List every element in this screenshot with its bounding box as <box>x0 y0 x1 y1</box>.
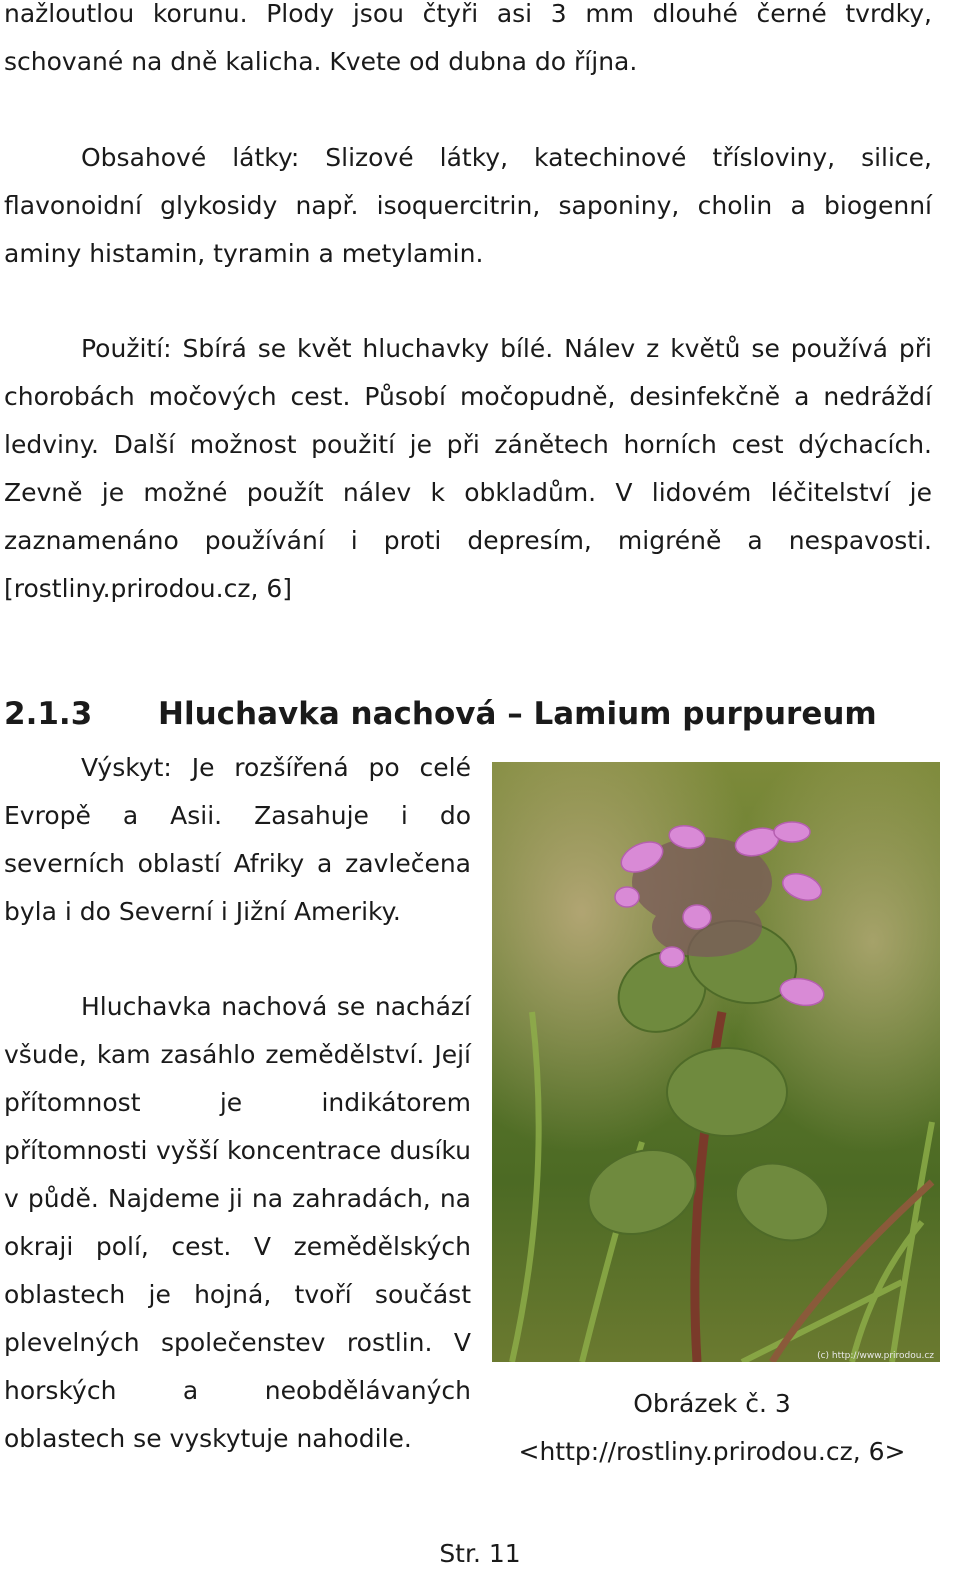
habitat-paragraph: Hluchavka nachová se nachází všude, kam zasáhlo zemědělství. Její přítomnost je indikátorem přítomnosti vyšší koncentrace dusíku v půdě. Najdeme ji na zahradách, na okraji polí, cest. V zemědělských oblastech je hojná, tvoří součást plevelných společenstev rostlin. V horských a neobdělávaných oblastech se vyskytuje nahodile. <box>4 992 471 1453</box>
page-number: Str. 11 <box>439 1539 521 1568</box>
section-title: Hluchavka nachová – Lamium purpureum <box>158 696 877 732</box>
section-heading <box>4 690 944 738</box>
figure-caption-source: <http://rostliny.prirodou.cz, 6> <box>518 1437 906 1466</box>
substances-paragraph: Obsahové látky: Slizové látky, katechinové třísloviny, silice, flavonoidní glykosidy např. isoquercitrin, saponiny, cholin a biogenní aminy histamin, tyramin a metylamin. <box>4 143 932 268</box>
occurrence-paragraph: Výskyt: Je rozšířená po celé Evropě a Asii. Zasahuje i do severních oblastí Afriky a zavlečena byla i do Severní i Jižní Ameriky. <box>4 753 471 926</box>
intro-continued-paragraph: nažloutlou korunu. Plody jsou čtyři asi 3 mm dlouhé černé tvrdky, schované na dně kalicha. Kvete od dubna do října. <box>4 0 932 76</box>
photo-watermark: (c) http://www.prirodou.cz <box>817 1351 934 1361</box>
usage-paragraph: Použití: Sbírá se květ hluchavky bílé. Nálev z květů se používá při chorobách močových cest. Působí močopudně, desinfekčně a nedráždí ledviny. Další možnost použití je při zánětech horních cest dýchacích. Zevně je možné použít nálev k obkladům. V lidovém léčitelství je zaznamenáno používání i proti depresím, migréně a nespavosti. [rostliny.prirodou.cz, 6] <box>4 334 932 603</box>
figure-caption-title: Obrázek č. 3 <box>633 1389 791 1418</box>
lamium-purpureum-photo <box>492 762 940 1362</box>
section-number: 2.1.3 <box>4 696 93 732</box>
